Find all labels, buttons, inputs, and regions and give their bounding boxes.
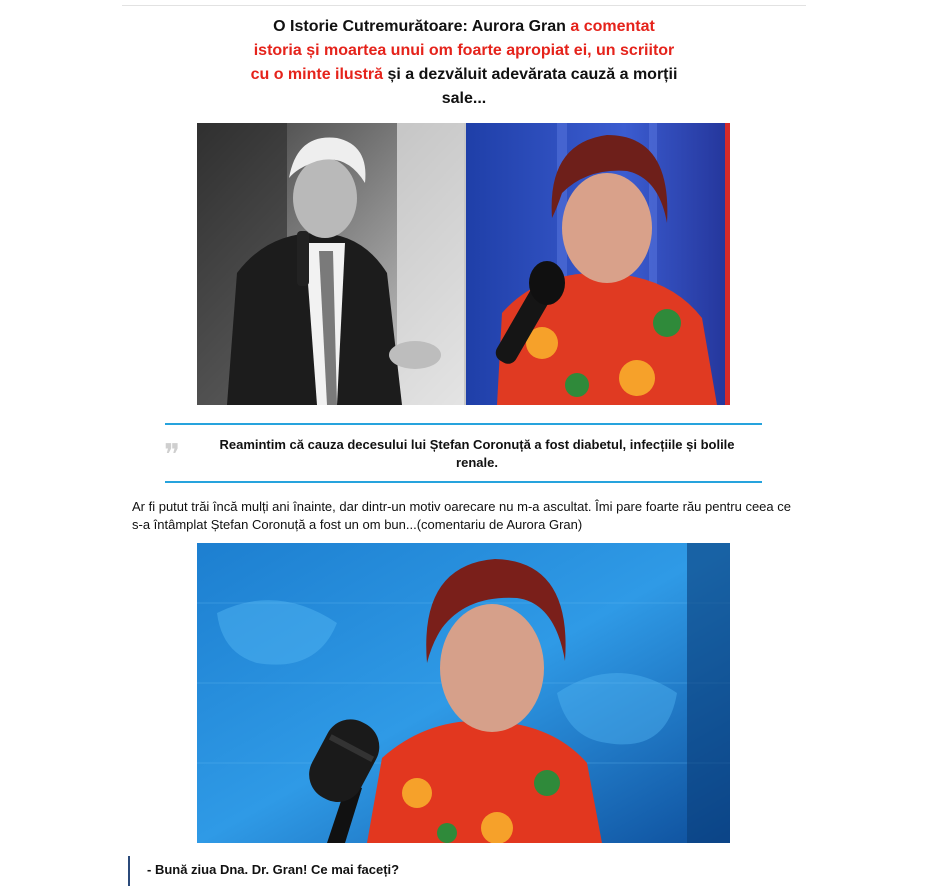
top-divider (122, 5, 806, 6)
interview-question-text: - Bună ziua Dna. Dr. Gran! Ce mai faceți? (147, 862, 400, 877)
article-photo-collage (197, 123, 730, 405)
quote-mark-icon: ❞ (164, 438, 181, 473)
headline-highlight: a comentat istoria și moartea unui om foarte apropiat ei, un scriitor cu o minte ilustră (250, 18, 675, 83)
article-photo-interview (197, 543, 730, 843)
article-paragraph: Ar fi putut trăi încă mulți ani înainte, dar dintr-un motiv oarecare nu m-a ascultat. Îmi pare foarte rău pentru ceea ce s-a întâmplat Ștefan Coronuță a fost un om bun...(comentariu de Aurora Gran) (132, 499, 791, 532)
interview-question (128, 856, 399, 886)
headline-part-1: O Istorie Cutremurătoare: Aurora Gran (273, 18, 571, 35)
headline-part-3: și a dezvăluit adevărata cauză a morții sale... (383, 66, 678, 107)
article-headline (250, 15, 678, 111)
pull-quote-text: Reamintim că cauza decesului lui Ștefan Coronuță a fost diabetul, infecțiile și bolile renale. (219, 437, 735, 470)
pull-quote (165, 423, 762, 483)
